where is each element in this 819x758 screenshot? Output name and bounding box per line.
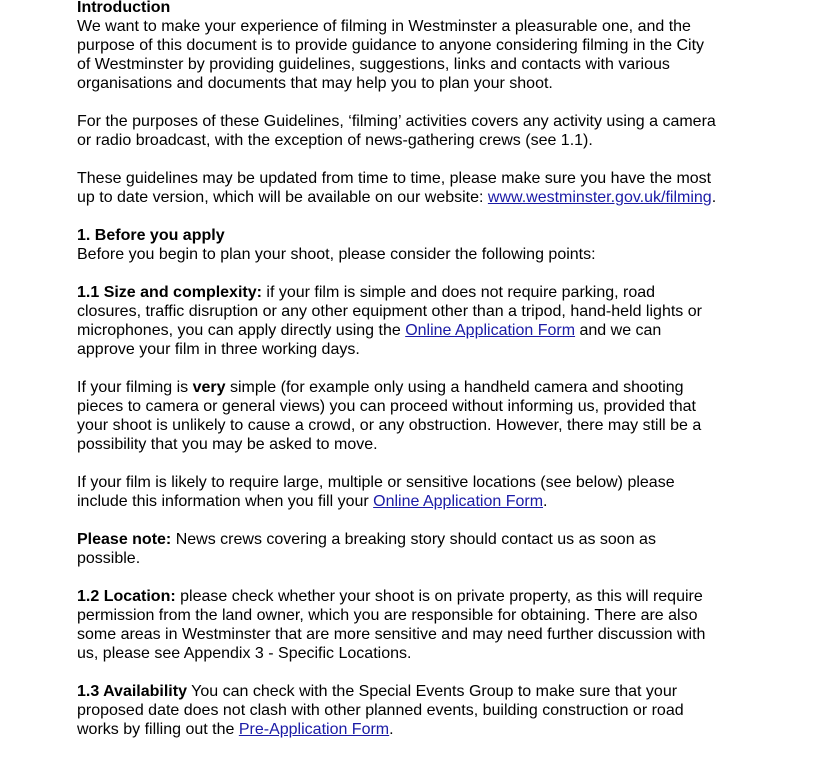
section-1-3-text: You can check with the Special Events Group to make sure that your proposed date does not clash with other planned events, building construction or road works by filling out the	[77, 683, 684, 738]
section-1-1-paragraph	[77, 283, 767, 359]
website-link[interactable]: www.westminster.gov.uk/filming	[487, 189, 712, 206]
section-1-heading: 1. Before you apply	[77, 227, 225, 244]
section-1-3-label: 1.3 Availability	[77, 683, 187, 700]
please-note-label: Please note:	[77, 531, 172, 548]
please-note-paragraph	[77, 530, 767, 568]
section-1-1-text: if your film is simple and does not require parking, road closures, traffic disruption or any other equipment other than a tripod, hand-held lights or microphones, you can apply directly using the	[77, 284, 702, 339]
section-1-3-end: .	[389, 721, 394, 738]
intro-paragraph-3-text: These guidelines may be updated from time to time, please make sure you have the most up to date version, which will be available on our website:	[77, 170, 712, 206]
please-note-text: News crews covering a breaking story should contact us as soon as possible.	[77, 531, 656, 567]
pre-application-form-link[interactable]: Pre-Application Form	[238, 721, 390, 738]
section-1-2-label: 1.2 Location:	[77, 588, 176, 605]
section-1-2-text: please check whether your shoot is on private property, as this will require permission from the land owner, which you are responsible for obtaining. There are also some areas in Westminster that are more sensitive and may need further discussion with us, please see Appendix 3 - Specific Locations.	[77, 588, 706, 662]
intro-paragraph-3	[77, 169, 767, 207]
intro-paragraph-2: For the purposes of these Guidelines, ‘filming’ activities covers any activity using a camera or radio broadcast, with the exception of news-gathering crews (see 1.1).	[77, 113, 716, 149]
section-1-intro: Before you begin to plan your shoot, please consider the following points:	[77, 246, 596, 263]
section-1-1-label: 1.1 Size and complexity:	[77, 284, 262, 301]
online-application-form-link-2[interactable]: Online Application Form	[373, 493, 544, 510]
intro-paragraph-3-end: .	[711, 189, 717, 206]
very-emphasis: very	[192, 379, 226, 396]
very-simple-text-after: simple (for example only using a handheld camera and shooting pieces to camera or general views) you can proceed without informing us, provided that your shoot is unlikely to cause a crowd, or any obstruction. However, there may still be a possibility that you may be asked to move.	[77, 379, 702, 453]
section-1-1-text-after: and we can approve your film in three working days.	[77, 322, 662, 358]
section-1-2-paragraph	[77, 587, 767, 663]
large-locations-paragraph	[77, 473, 767, 511]
intro-heading: Introduction	[77, 0, 171, 16]
online-application-form-link[interactable]: Online Application Form	[405, 322, 576, 339]
large-locations-text: If your film is likely to require large, multiple or sensitive locations (see below) please include this information when you fill your	[77, 474, 675, 510]
large-locations-end: .	[543, 493, 548, 510]
document-body	[77, 0, 767, 758]
very-simple-text-before: If your filming is	[77, 379, 193, 396]
intro-paragraph-1: We want to make your experience of filming in Westminster a pleasurable one, and the purpose of this document is to provide guidance to anyone considering filming in the City of Westminster by providing guidelines, suggestions, links and contacts with various organisations and documents that may help you to plan your shoot.	[77, 18, 705, 92]
very-simple-paragraph	[77, 378, 767, 454]
section-1-3-paragraph	[77, 682, 767, 739]
